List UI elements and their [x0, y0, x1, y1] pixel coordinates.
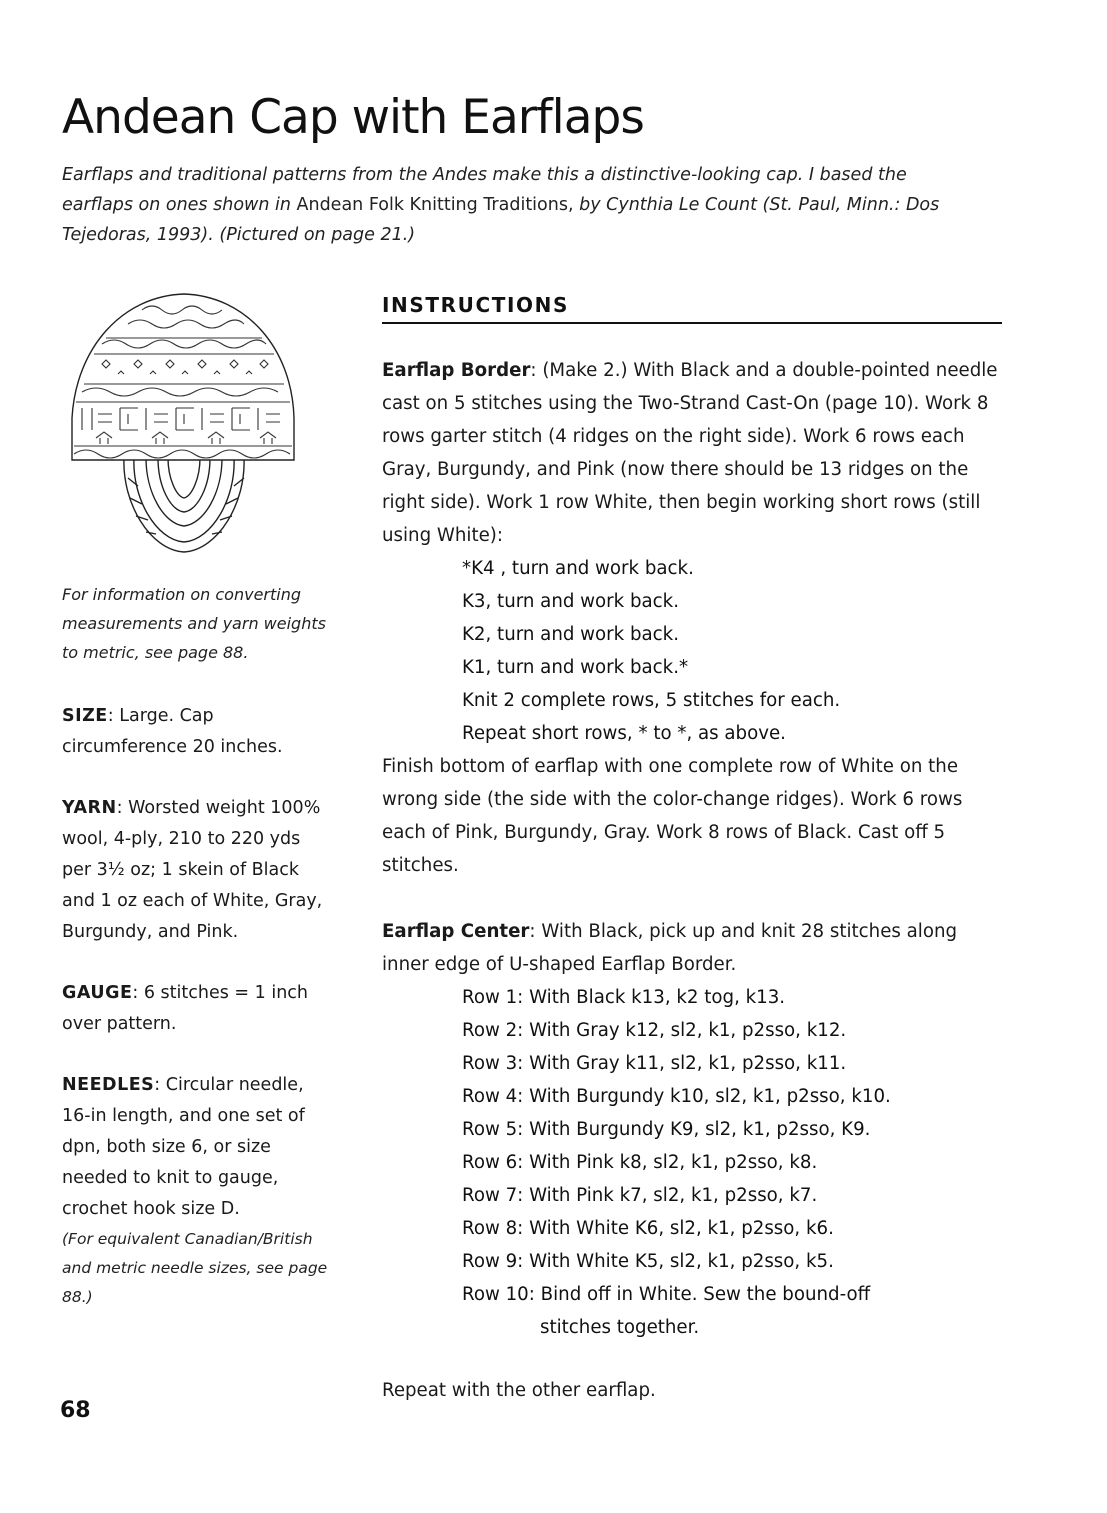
- intro-paragraph: [62, 160, 962, 250]
- row-instruction: Row 2: With Gray k12, sl2, k1, p2sso, k12.: [462, 1020, 847, 1041]
- intro-book-title: Andean Folk Knitting Traditions,: [296, 195, 574, 215]
- row-instruction: Row 4: With Burgundy k10, sl2, k1, p2sso, k10.: [462, 1086, 891, 1107]
- earflap-border-text: : (Make 2.) With Black and a double-pointed needle cast on 5 stitches using the Two-Strand Cast-On (page 10). Work 8 rows garter stitch (4 ridges on the right side). Work 6 rows each Gray, Burgundy, and Pink (now there should be 13 ridges on the right side). Work 1 row White, then begin working short rows (still using White):: [382, 360, 998, 546]
- yarn-text: : Worsted weight 100% wool, 4-ply, 210 to 220 yds per 3½ oz; 1 skein of Black and 1 oz each of White, Gray, Burgundy, and Pink.: [62, 798, 323, 942]
- row-instruction: Row 9: With White K5, sl2, k1, p2sso, k5.: [462, 1251, 834, 1272]
- gauge-label: GAUGE: [62, 983, 133, 1003]
- earflap-center-paragraph: [382, 915, 1002, 981]
- gauge-text: : 6 stitches = 1 inch over pattern.: [62, 983, 309, 1034]
- earflap-center-text: : With Black, pick up and knit 28 stitches along inner edge of U-shaped Earflap Border.: [382, 921, 958, 975]
- left-column: [62, 580, 332, 1342]
- gauge-spec: [62, 978, 332, 1040]
- instructions-column: [382, 290, 1002, 1407]
- metric-conversion-note: For information on converting measurements and yarn weights to metric, see page 88.: [62, 585, 326, 662]
- page-number: 68: [60, 1398, 91, 1423]
- size-label: SIZE: [62, 706, 108, 726]
- short-row-steps: [382, 552, 1002, 750]
- size-text: : Large. Cap circumference 20 inches.: [62, 706, 283, 757]
- cap-dome-drawing: [72, 294, 294, 460]
- needles-spec: [62, 1070, 332, 1312]
- row-instruction: Row 3: With Gray k11, sl2, k1, p2sso, k11.: [462, 1053, 847, 1074]
- earflap-drawing: [124, 458, 244, 552]
- row-instruction: Row 1: With Black k13, k2 tog, k13.: [462, 987, 786, 1008]
- short-row-step: *K4 , turn and work back.: [462, 558, 694, 579]
- size-spec: [62, 701, 332, 763]
- earflap-border-label: Earflap Border: [382, 360, 531, 381]
- yarn-label: YARN: [62, 798, 117, 818]
- row-instruction-continued: stitches together.: [540, 1317, 700, 1338]
- cap-illustration: [62, 288, 302, 558]
- row-instruction: Row 7: With Pink k7, sl2, k1, p2sso, k7.: [462, 1185, 818, 1206]
- row-instruction: Row 5: With Burgundy K9, sl2, k1, p2sso, K9.: [462, 1119, 871, 1140]
- intro-text-2: by Cynthia Le Count (St. Paul, Minn.: Dos Tejedoras, 1993). (Pictured on page 21.): [62, 195, 940, 245]
- yarn-spec: [62, 793, 332, 948]
- earflap-center-label: Earflap Center: [382, 921, 530, 942]
- earflap-border-paragraph: [382, 354, 1002, 552]
- row-instruction: Row 10: Bind off in White. Sew the bound-off: [462, 1284, 871, 1305]
- instructions-heading: INSTRUCTIONS: [382, 290, 1002, 324]
- short-row-step: K1, turn and work back.*: [462, 657, 689, 678]
- row-instruction: Row 8: With White K6, sl2, k1, p2sso, k6.: [462, 1218, 834, 1239]
- closing-instruction: Repeat with the other earflap.: [382, 1380, 656, 1401]
- short-row-step: K3, turn and work back.: [462, 591, 679, 612]
- short-row-step: K2, turn and work back.: [462, 624, 679, 645]
- needles-label: NEEDLES: [62, 1075, 155, 1095]
- row-instruction: Row 6: With Pink k8, sl2, k1, p2sso, k8.: [462, 1152, 818, 1173]
- needles-text: : Circular needle, 16-in length, and one set of dpn, both size 6, or size needed to knit to gauge, crochet hook size D.: [62, 1075, 305, 1219]
- short-row-step: Knit 2 complete rows, 5 stitches for each.: [462, 690, 841, 711]
- earflap-center-rows: [382, 981, 1002, 1344]
- earflap-finish-paragraph: Finish bottom of earflap with one complete row of White on the wrong side (the side with the color-change ridges). Work 6 rows each of Pink, Burgundy, Gray. Work 8 rows of Black. Cast off 5 stitches.: [382, 756, 963, 876]
- intro-text-1: Earflaps and traditional patterns from the Andes make this a distinctive-looking cap. I based the earflaps on ones shown in: [62, 165, 907, 215]
- needles-size-note: (For equivalent Canadian/British and metric needle sizes, see page 88.): [62, 1230, 328, 1306]
- short-row-step: Repeat short rows, * to *, as above.: [462, 723, 786, 744]
- page-title: Andean Cap with Earflaps: [62, 90, 644, 145]
